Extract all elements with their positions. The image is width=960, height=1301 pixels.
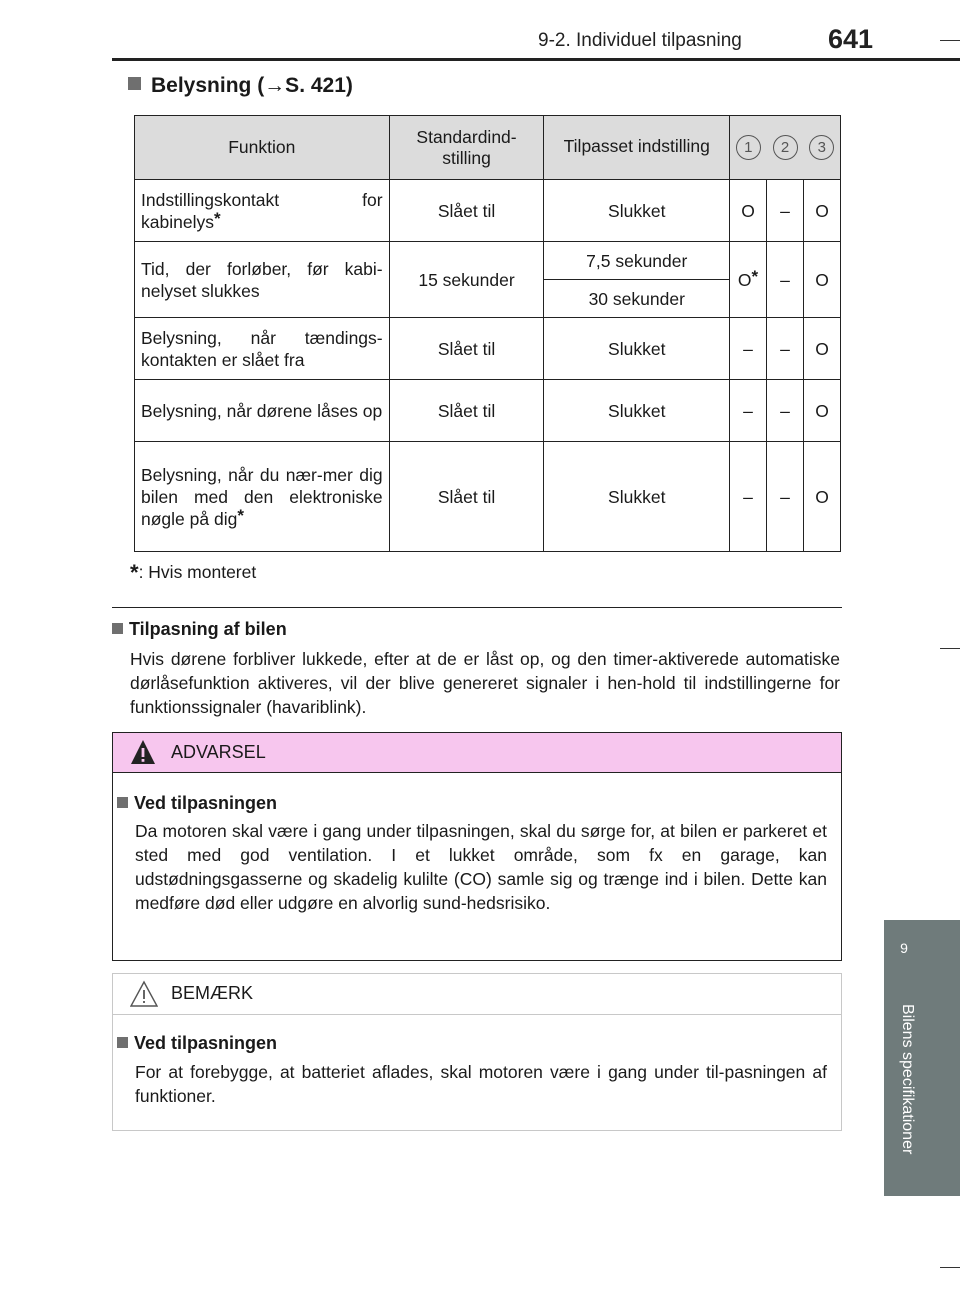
header-col3 xyxy=(804,116,841,180)
row-default: Slået til xyxy=(389,180,544,242)
row-function xyxy=(135,180,390,242)
warning-label: ADVARSEL xyxy=(171,742,266,762)
note-title-text: Ved tilpasningen xyxy=(134,1033,278,1053)
table-footnote xyxy=(130,560,256,586)
settings-table xyxy=(134,115,841,552)
note-text: For at forebygge, at batteriet aflades, skal motoren være i gang under til-pasningen af funktioner. xyxy=(135,1062,827,1106)
circle-2-icon: 2 xyxy=(773,135,798,160)
warning-header xyxy=(113,733,841,773)
row-custom: Slukket xyxy=(544,442,730,552)
row-col1 xyxy=(730,242,767,318)
header-function: Funktion xyxy=(135,116,390,180)
chapter-title-text: Bilens specifikationer xyxy=(899,1004,916,1155)
note-label: BEMÆRK xyxy=(171,983,254,1003)
row-default: 15 sekunder xyxy=(389,242,544,318)
function-text: Belysning, når du nær-mer dig bilen med den elektroniske nøgle på dig xyxy=(141,464,383,529)
note-box xyxy=(112,973,842,1131)
section-heading-text: Belysning (→S. 421) xyxy=(151,74,353,97)
footnote-marker: * xyxy=(751,266,759,286)
row-col2: – xyxy=(767,180,804,242)
footnote-marker: * xyxy=(237,505,244,525)
row-default: Slået til xyxy=(389,442,544,552)
subsection-heading xyxy=(112,619,287,640)
row-function: Belysning, når tændings-kontakten er slået fra xyxy=(135,318,390,380)
header-col2 xyxy=(767,116,804,180)
note-title xyxy=(117,1033,277,1054)
warning-box xyxy=(112,732,842,961)
footnote-text: : Hvis monteret xyxy=(138,562,257,582)
row-col1: – xyxy=(730,442,767,552)
row-col3: O xyxy=(804,380,841,442)
table-row xyxy=(135,180,841,242)
footnote-asterisk: * xyxy=(130,560,139,585)
page-number: 641 xyxy=(828,24,874,54)
row-col3: O xyxy=(804,180,841,242)
row-custom: Slukket xyxy=(544,318,730,380)
table-row xyxy=(135,442,841,552)
warning-text: Da motoren skal være i gang under tilpasningen, skal du sørge for, at bilen er parkeret et sted med god ventilation. I et lukket område, som fx en garage, kan udstødningsgasserne og skadelig kulilte (CO) samle sig og trænge ind i bilen. Dette kan medføre død eller udgøre en alvorlig sund-hedsrisiko. xyxy=(135,821,827,913)
row-col2: – xyxy=(767,242,804,318)
caution-triangle-outline-icon xyxy=(130,980,158,1008)
section-divider xyxy=(112,607,842,608)
warning-triangle-icon xyxy=(130,739,156,765)
edge-mark xyxy=(940,40,960,41)
table-row xyxy=(135,242,841,280)
header-custom: Tilpasset indstilling xyxy=(544,116,730,180)
subsection-paragraph: Hvis dørene forbliver lukkede, efter at de er låst op, og den timer-aktiverede automatiske dørlåsefunktion aktiveres, vil der blive genereret signaler i hen-hold til indstillingerne for funktionssignaler (havariblink). xyxy=(130,649,840,717)
edge-mark xyxy=(940,648,960,649)
row-function xyxy=(135,442,390,552)
header-default: Standardind- stilling xyxy=(389,116,544,180)
table-row xyxy=(135,380,841,442)
section-title: 9-2. Individuel tilpasning xyxy=(538,30,742,51)
subsection-heading-text: Tilpasning af bilen xyxy=(129,619,287,639)
chapter-number: 9 xyxy=(900,940,908,956)
warning-title xyxy=(117,793,277,814)
row-col1: – xyxy=(730,380,767,442)
footnote-marker: * xyxy=(213,208,221,228)
square-bullet-icon xyxy=(112,623,123,634)
edge-mark xyxy=(940,1267,960,1268)
note-header xyxy=(113,974,841,1015)
row-col2: – xyxy=(767,442,804,552)
square-bullet-icon xyxy=(128,77,141,90)
row-function: Tid, der forløber, før kabi-nelyset slukkes xyxy=(135,242,390,318)
header-col1 xyxy=(730,116,767,180)
row-col3: O xyxy=(804,242,841,318)
function-text: Indstillingskontakt for kabinelys xyxy=(141,189,383,232)
row-custom-a: 7,5 sekunder xyxy=(544,242,730,280)
header-rule xyxy=(112,58,960,61)
row-col1: O xyxy=(730,180,767,242)
circle-3-icon: 3 xyxy=(809,135,834,160)
row-function: Belysning, når dørene låses op xyxy=(135,380,390,442)
col1-value: O xyxy=(737,269,752,290)
table-header-row xyxy=(135,116,841,180)
row-custom: Slukket xyxy=(544,380,730,442)
square-bullet-icon xyxy=(117,1037,128,1048)
row-custom-b: 30 sekunder xyxy=(544,280,730,318)
circle-1-icon: 1 xyxy=(736,135,761,160)
table-row xyxy=(135,318,841,380)
row-col2: – xyxy=(767,380,804,442)
square-bullet-icon xyxy=(117,797,128,808)
section-heading xyxy=(128,74,353,98)
row-col1: – xyxy=(730,318,767,380)
chapter-title xyxy=(894,1004,918,1194)
row-col2: – xyxy=(767,318,804,380)
row-default: Slået til xyxy=(389,318,544,380)
warning-title-text: Ved tilpasningen xyxy=(134,793,278,813)
row-default: Slået til xyxy=(389,380,544,442)
row-col3: O xyxy=(804,318,841,380)
row-col3: O xyxy=(804,442,841,552)
row-custom: Slukket xyxy=(544,180,730,242)
